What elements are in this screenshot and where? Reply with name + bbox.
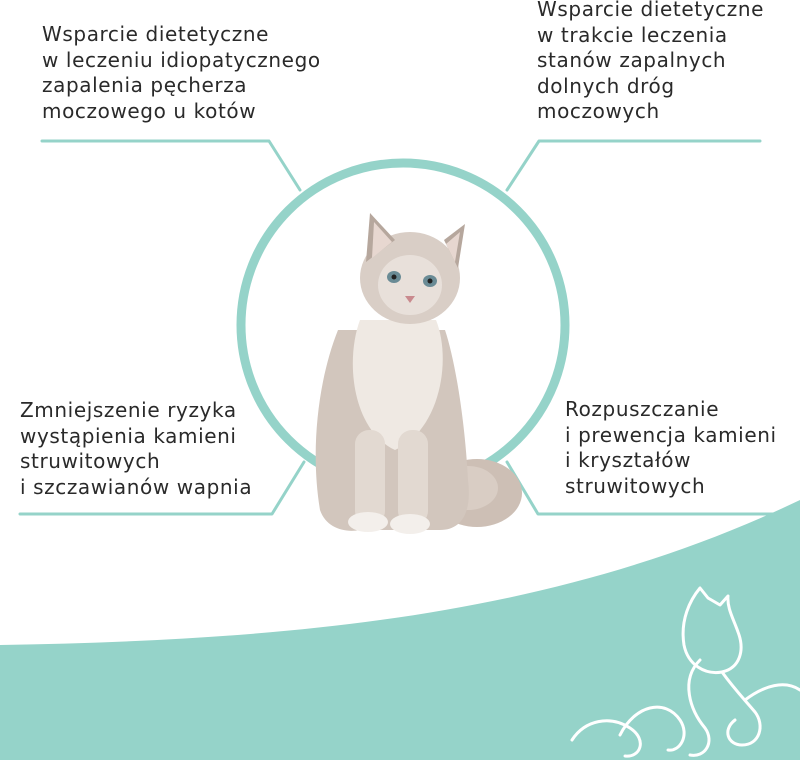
connector-top-left [42,141,300,190]
benefit-text-stone-risk-reduction: Zmniejszenie ryzyka wystąpienia kamieni struwitowych i szczawianów wapnia [20,398,253,499]
cat-photo [316,213,522,534]
benefit-text-stone-dissolution: Rozpuszczanie i prewencja kamieni i kryształów struwitowych [565,397,777,498]
benefit-text-urinary-cystitis: Wsparcie dietetyczne w leczeniu idiopatycznego zapalenia pęcherza moczowego u kotów [42,22,321,123]
connector-top-right [507,141,760,190]
benefit-text-inflammation-support: Wsparcie dietetyczne w trakcie leczenia stanów zapalnych dolnych dróg moczowych [537,0,764,123]
